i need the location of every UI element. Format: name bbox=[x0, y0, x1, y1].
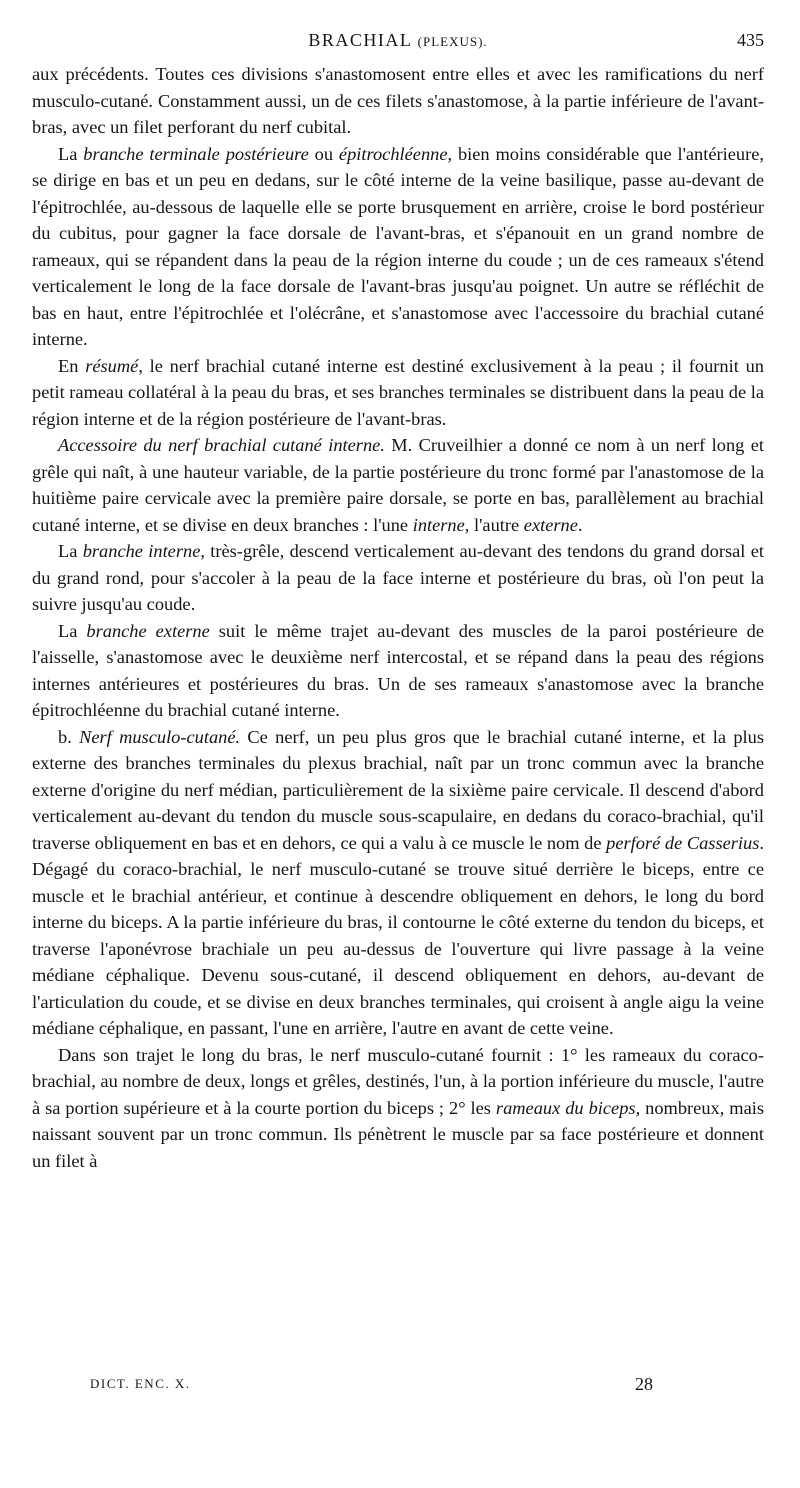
text-run: , l'autre bbox=[464, 514, 524, 535]
sheet-number: 28 bbox=[635, 1374, 653, 1394]
italic-run: interne bbox=[412, 514, 465, 535]
italic-run: branche externe bbox=[86, 620, 210, 641]
text-run: , le nerf brachial cutané interne est destiné exclusivement à la peau ; il fournit un petit rameau collatéral à la peau du bras, et ses branches terminales se distribuent dans la peau de la région interne et de la région postérieure de l'avant-bras. bbox=[32, 355, 764, 429]
text-run: b. bbox=[58, 726, 80, 747]
paragraph bbox=[32, 353, 764, 433]
paragraph bbox=[32, 61, 764, 141]
body-text bbox=[32, 61, 764, 1174]
text-run: La bbox=[58, 620, 87, 641]
italic-run: résumé bbox=[85, 355, 139, 376]
text-run: La bbox=[58, 143, 84, 164]
text-run: suit le même trajet au-devant des muscles de la paroi postérieure de l'aisselle, s'anastomose avec le deuxième nerf intercostal, et se répand dans la peau des régions internes antérieures et postérieures du bras. Un de ses rameaux s'anastomose avec la branche épitrochléenne du brachial cutané interne. bbox=[32, 620, 764, 720]
text-run: . bbox=[577, 514, 583, 535]
text-run: , nombreux, mais naissant souvent par un tronc commun. Ils pénètrent le muscle par sa face postérieure et donnent un filet à bbox=[32, 1097, 765, 1171]
signature-mark: DICT. ENC. X. bbox=[90, 1376, 191, 1391]
text-run: En bbox=[58, 355, 86, 376]
paragraph bbox=[32, 432, 764, 538]
paragraph bbox=[32, 618, 764, 724]
running-title bbox=[32, 30, 764, 51]
text-run: ou bbox=[308, 143, 339, 164]
italic-run: Nerf musculo-cutané. bbox=[79, 726, 241, 747]
text-run: Dans son trajet le long du bras, le nerf musculo-cutané fournit : 1° les rameaux du coraco-brachial, au nombre de deux, longs et grêles, destinés, l'un, à la portion inférieure du muscle, l'autre à sa portion supérieure et à la courte portion du biceps ; 2° les bbox=[32, 1044, 764, 1118]
paragraph bbox=[32, 1042, 764, 1175]
paragraph bbox=[32, 724, 764, 1042]
page-number: 435 bbox=[737, 30, 764, 50]
running-head bbox=[32, 30, 764, 58]
text-run: . Dégagé du coraco-brachial, le nerf musculo-cutané se trouve situé derrière le biceps, entre ce muscle et le brachial antérieur, et continue à descendre obliquement en dehors, le long du bord interne du biceps. A la partie inférieure du bras, il contourne le côté externe du tendon du biceps, et traverse l'aponévrose brachiale un peu au-dessus de l'ouverture qui livre passage à la veine médiane céphalique. Devenu sous-cutané, il descend obliquement en dehors, au-devant de l'articulation du coude, et se divise en deux branches terminales, qui croisent à angle aigu la veine médiane céphalique, en passant, l'une en arrière, l'autre en avant de cette veine. bbox=[32, 832, 765, 1038]
italic-run: Accessoire du nerf brachial cutané interne. bbox=[58, 435, 385, 455]
paragraph bbox=[32, 538, 764, 618]
paragraph bbox=[32, 141, 764, 353]
text-run: , bien moins considérable que l'antérieure, se dirige en bas et un peu en dedans, sur le côté interne de la veine basilique, passe au-devant de l'épitrochlée, au-dessous de laquelle elle se porte brusquement en arrière, croise le bord postérieur du cubitus, pour gagner la face dorsale de l'avant-bras, et s'épanouit en un grand nombre de rameaux, qui se répandent dans la peau de la région interne du coude ; un de ces rameaux s'étend verticalement le long de la face dorsale de l'avant-bras jusqu'au poignet. Un autre se réfléchit de bas en haut, entre l'épitrochlée et l'olécrâne, et s'anastomose avec l'accessoire du brachial cutané interne. bbox=[32, 143, 764, 349]
italic-run: branche interne bbox=[82, 541, 201, 561]
running-title-text: BRACHIAL bbox=[308, 30, 412, 50]
italic-run: épitrochléenne bbox=[338, 143, 448, 164]
text-run: La bbox=[58, 541, 83, 561]
text-run: , très-grêle, descend verticalement au-devant des tendons du grand dorsal et du grand rond, pour s'accoler à la peau de la face interne et postérieure du bras, où l'on peut la suivre jusqu'au coude. bbox=[32, 541, 764, 614]
running-title-suffix: (PLEXUS). bbox=[417, 34, 488, 49]
italic-run: branche terminale postérieure bbox=[83, 143, 309, 164]
page-footer bbox=[32, 1374, 764, 1400]
italic-run: externe bbox=[523, 514, 578, 535]
text-run: aux précédents. Toutes ces divisions s'anastomosent entre elles et avec les ramifications du nerf musculo-cutané. Constamment aussi, un de ces filets s'anastomose, à la partie inférieure de l'avant-bras, avec un filet perforant du nerf cubital. bbox=[32, 64, 764, 137]
italic-run: rameaux du biceps bbox=[495, 1097, 636, 1118]
italic-run: perforé de Casserius bbox=[606, 832, 760, 853]
text-run: M. Cruveilhier a donné ce nom à un nerf long et grêle qui naît, à une hauteur variable, de la partie postérieure du tronc formé par l'anastomose de la huitième paire cervicale avec la première paire dorsale, se porte en bas, parallèlement au brachial cutané interne, et se divise en deux branches : l'une bbox=[32, 435, 764, 535]
text-run: Ce nerf, un peu plus gros que le brachial cutané interne, et la plus externe des branches terminales du plexus brachial, naît par un tronc commun avec la branche externe d'origine du nerf médian, particulièrement de la sixième paire cervicale. Il descend d'abord verticalement au-devant du tendon du muscle sous-scapulaire, en dedans du coraco-brachial, qu'il traverse obliquement en bas et en dehors, ce qui a valu à ce muscle le nom de bbox=[32, 726, 764, 853]
